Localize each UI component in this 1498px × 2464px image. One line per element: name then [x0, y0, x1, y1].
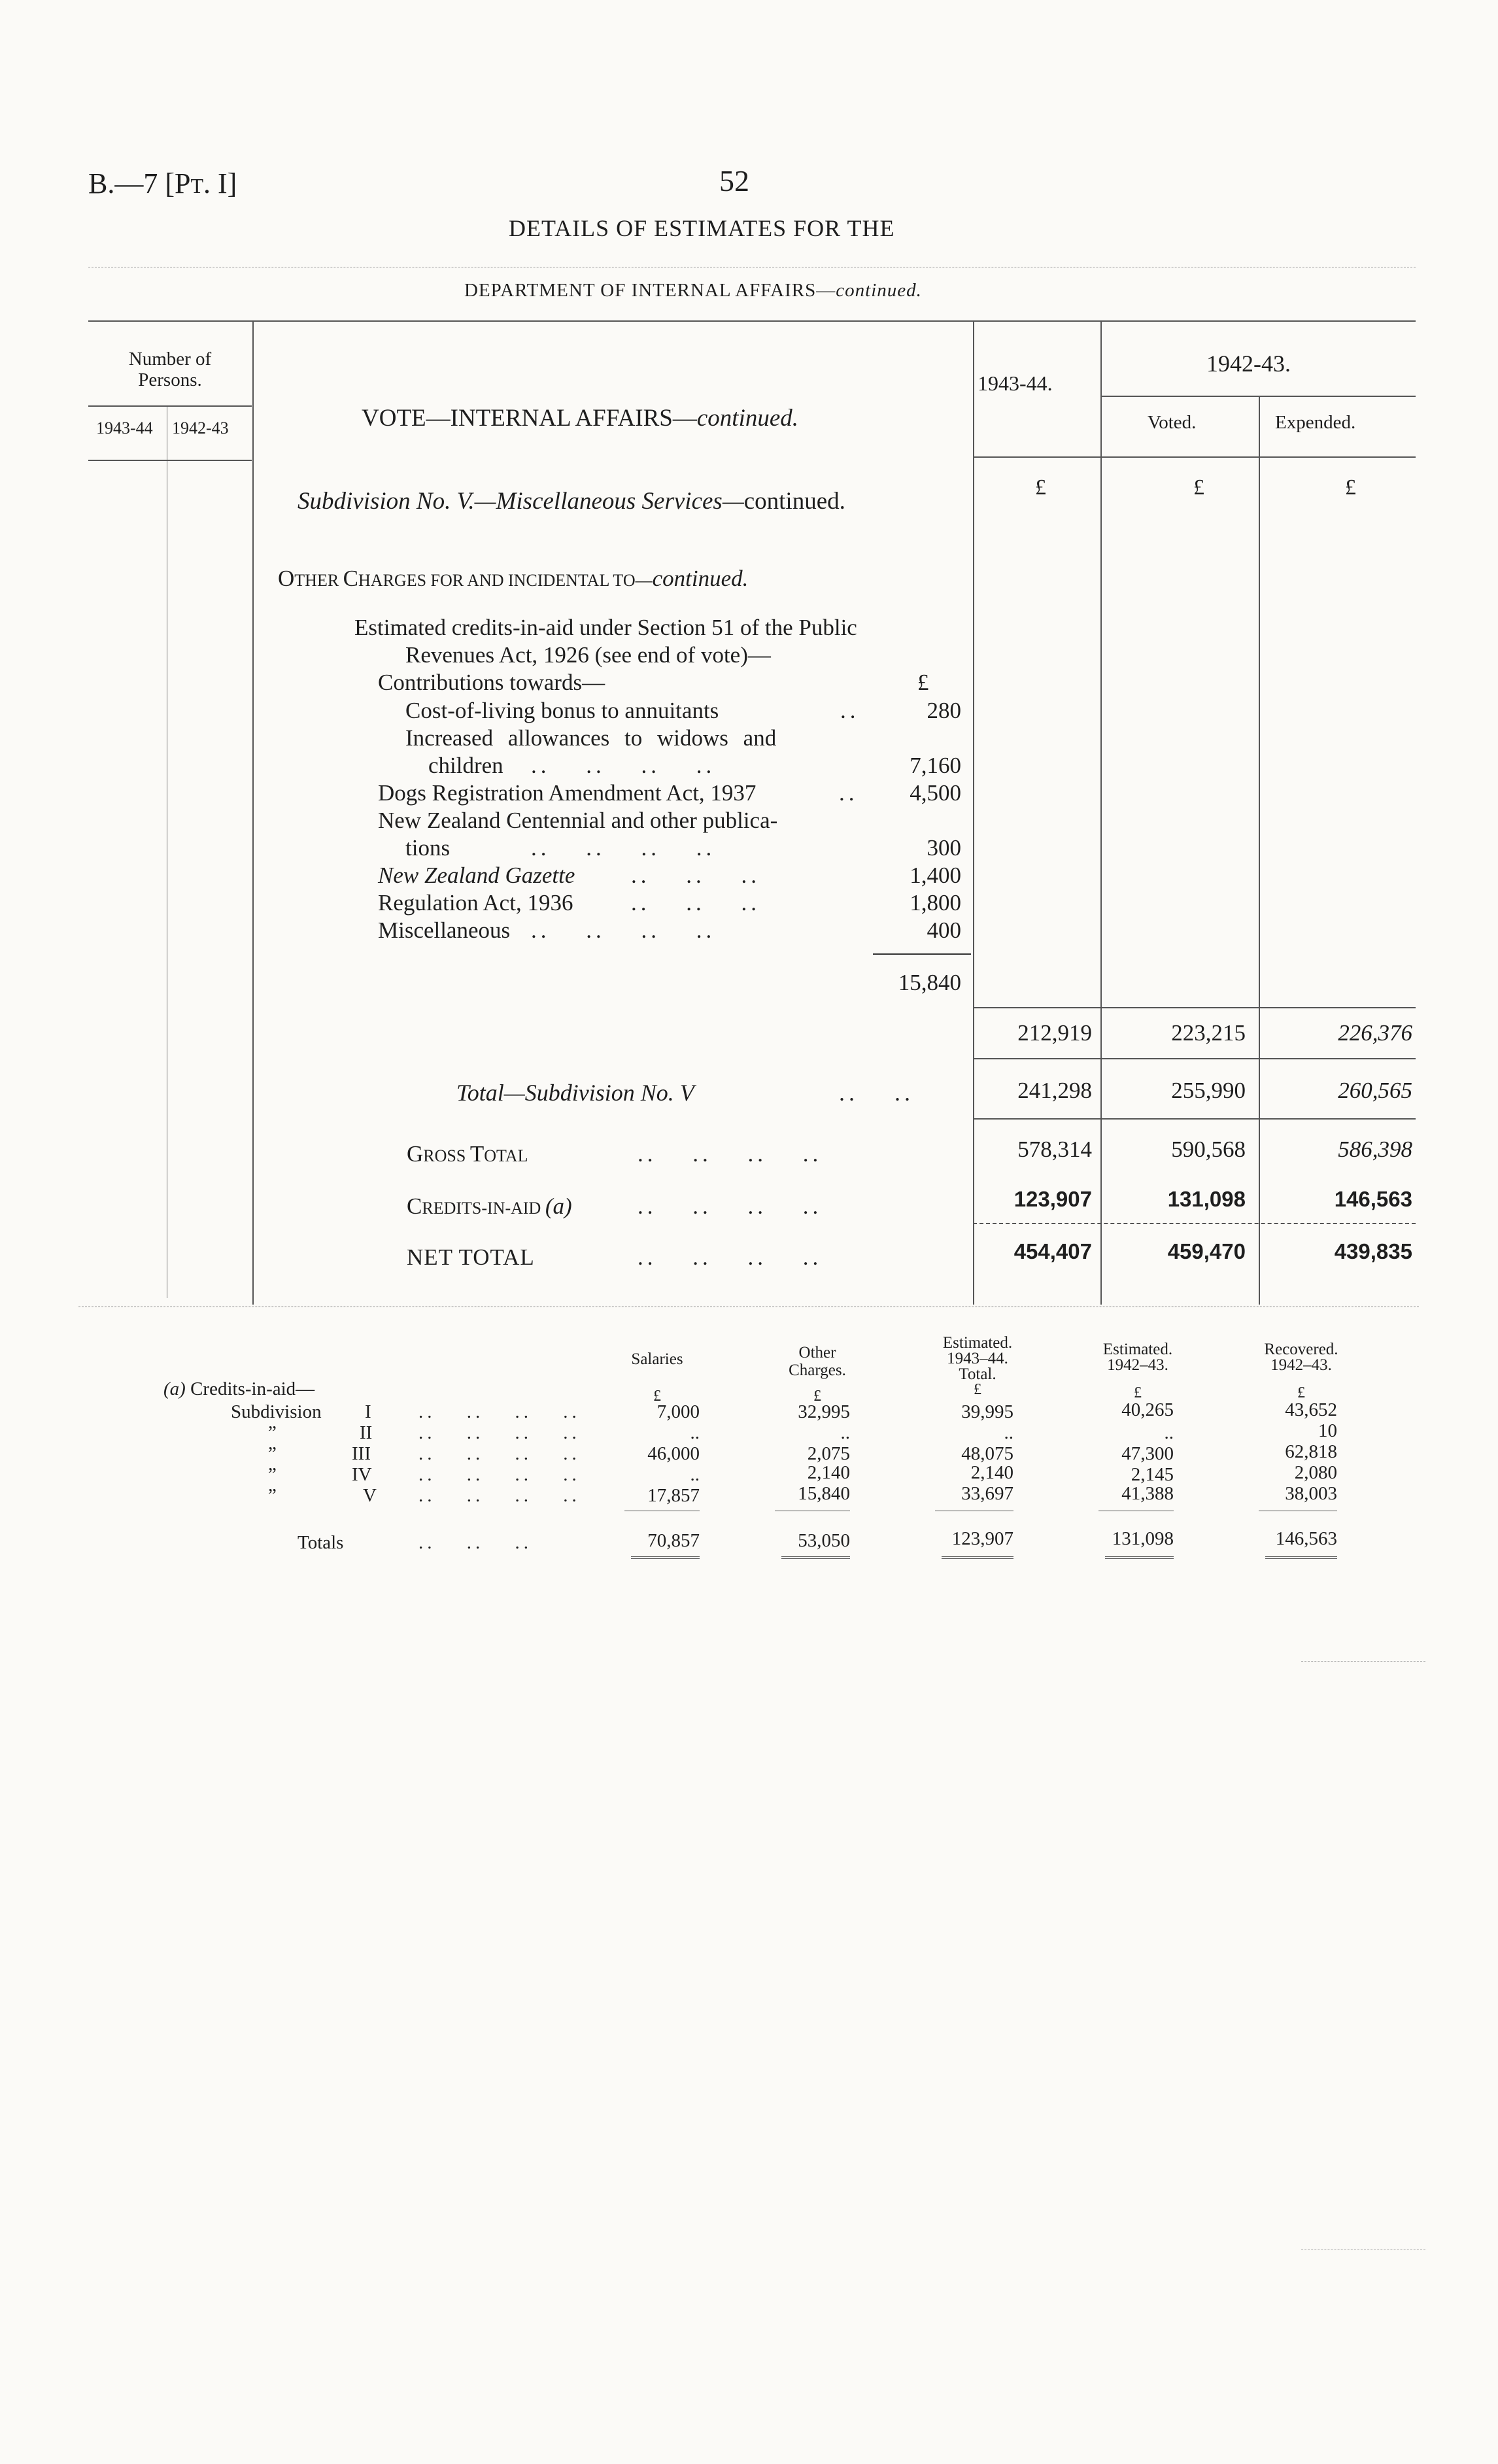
net-total-1943: 454,407: [1013, 1239, 1092, 1263]
credits-in-aid-expended: 146,563: [1334, 1187, 1412, 1211]
credits-in-aid-label: CREDITS-IN-AID (a): [407, 1193, 572, 1219]
fn-rec: 2,080: [1294, 1462, 1337, 1483]
fn-salaries: ..: [690, 1464, 700, 1485]
header-rule: [1100, 396, 1416, 397]
column-rule: [1259, 396, 1260, 1305]
leader-dots: .. ..: [839, 1080, 914, 1106]
subdivision-heading: Subdivision No. V.—Miscellaneous Services—continued.: [298, 488, 845, 515]
fn-header-est43-2: 1942–43.: [1107, 1356, 1168, 1374]
credit-item-label: children: [428, 753, 503, 778]
credit-item-amount: 1,800: [910, 890, 961, 915]
fn-other: 2,075: [807, 1443, 850, 1464]
credits-currency: £: [917, 670, 929, 695]
fn-salaries: ..: [690, 1422, 700, 1443]
subtotal-rule: [873, 953, 971, 955]
net-total-label: NET TOTAL: [407, 1244, 535, 1270]
fn-header-est44-3: Total.: [959, 1365, 996, 1383]
total-subdivision-1943: 241,298: [1017, 1078, 1092, 1103]
credit-item-amount: 400: [927, 917, 961, 943]
fn-double-rule: [942, 1556, 1013, 1559]
fn-est44: 39,995: [961, 1401, 1013, 1422]
year-b-header: 1942-43: [172, 419, 229, 437]
fn-double-rule: [781, 1556, 850, 1559]
number-of-persons-header: Number of Persons.: [128, 349, 212, 390]
credits-line-2: Revenues Act, 1926 (see end of vote)—: [405, 642, 771, 668]
credit-item-amount: 280: [927, 698, 961, 723]
credit-item-amount: 7,160: [910, 753, 961, 778]
leader-dots: .. .. .. ..: [638, 1141, 823, 1167]
fn-header-est44-2: 1943–44.: [947, 1350, 1008, 1367]
leader-dots: .. .. .. ..: [531, 835, 716, 861]
fn-row-label: ”: [268, 1443, 277, 1464]
leader-dots: .. .. .. ..: [418, 1443, 581, 1464]
fn-row-label: ”: [268, 1422, 277, 1443]
other-charges-voted: 223,215: [1171, 1020, 1246, 1046]
leader-dots: .. .. .. ..: [418, 1401, 581, 1422]
fn-header-salaries: Salaries: [631, 1350, 683, 1368]
total-subdivision-expended: 260,565: [1338, 1078, 1412, 1103]
fn-currency: £: [813, 1388, 821, 1405]
leader-dots: .. .. .. ..: [531, 917, 716, 943]
leader-dots: .. .. .. ..: [638, 1244, 823, 1270]
fn-total-other: 53,050: [798, 1530, 850, 1551]
credit-item-label: Cost-of-living bonus to annuitants: [405, 698, 719, 723]
fn-header-other-2: Charges.: [789, 1361, 846, 1379]
credit-item-amount: 4,500: [910, 780, 961, 806]
leader-dots: .. .. .. ..: [638, 1193, 823, 1219]
fn-rec: 10: [1318, 1420, 1337, 1441]
fn-other: ..: [840, 1422, 850, 1443]
gross-total-voted: 590,568: [1171, 1137, 1246, 1162]
leader-dots: .. .. ..: [631, 863, 760, 888]
fn-double-rule: [1105, 1556, 1174, 1559]
fn-rec: 38,003: [1285, 1483, 1337, 1504]
expended-header: Expended.: [1275, 412, 1356, 433]
fn-row-label: ”: [268, 1485, 277, 1506]
leader-dots: .. .. .. ..: [418, 1464, 581, 1485]
currency-1943: £: [1035, 475, 1046, 500]
credits-subtotal: 15,840: [898, 970, 961, 995]
credits-line-1: Estimated credits-in-aid under Section 51 of the Public: [354, 615, 857, 640]
page-title: DETAILS OF ESTIMATES FOR THE: [509, 215, 895, 241]
credit-item-label: tions: [405, 835, 451, 861]
currency-expended: £: [1345, 475, 1356, 500]
credit-item-label: Miscellaneous: [378, 917, 511, 943]
fn-est43: 40,265: [1121, 1399, 1174, 1420]
fn-rec: 62,818: [1285, 1441, 1337, 1462]
fn-total-est44: 123,907: [951, 1528, 1013, 1549]
fn-currency: £: [1134, 1384, 1142, 1401]
fn-other: 15,840: [798, 1483, 850, 1504]
credits-in-aid-voted: 131,098: [1167, 1187, 1246, 1211]
credits-line-3: Contributions towards—: [378, 670, 605, 695]
fn-header-est43-1: Estimated.: [1102, 1341, 1173, 1358]
sum-rule: [973, 1007, 1416, 1008]
column-rule: [973, 320, 974, 1305]
fn-salaries: 17,857: [647, 1485, 700, 1506]
page-reference: B.—7 [PT. I]: [88, 167, 237, 199]
credit-item-amount: 300: [927, 835, 961, 861]
net-total-expended: 439,835: [1334, 1239, 1412, 1263]
header-rule: [88, 460, 252, 461]
fn-total-est43: 131,098: [1112, 1528, 1174, 1549]
column-rule: [1100, 320, 1102, 1305]
other-charges-expended: 226,376: [1338, 1020, 1412, 1046]
fn-double-rule: [1265, 1556, 1337, 1559]
credit-item-label: New Zealand Gazette: [378, 863, 575, 888]
fn-header-est44-1: Estimated.: [942, 1334, 1013, 1352]
leader-dots: ..: [839, 780, 859, 806]
fn-currency: £: [974, 1381, 981, 1398]
fn-row-label: Subdivision: [231, 1401, 322, 1422]
sum-rule: [973, 1058, 1416, 1059]
fn-est43: 47,300: [1121, 1443, 1174, 1464]
leader-dots: .. .. ..: [631, 890, 760, 915]
fn-header-other-1: Other: [798, 1344, 836, 1361]
fn-salaries: 7,000: [656, 1401, 700, 1422]
total-subdivision-voted: 255,990: [1171, 1078, 1246, 1103]
fn-row-number: II: [360, 1422, 373, 1443]
credit-item-label: New Zealand Centennial and other publica-: [378, 808, 778, 833]
vote-title: VOTE—INTERNAL AFFAIRS—continued.: [362, 405, 799, 432]
column-rule: [252, 320, 254, 1305]
fn-row-label: ”: [268, 1464, 277, 1485]
other-charges-heading: OTHER CHARGES FOR AND INCIDENTAL TO—continued.: [278, 566, 749, 591]
fn-est43: ..: [1164, 1422, 1174, 1443]
fn-est44: 33,697: [961, 1483, 1013, 1504]
gross-total-1943: 578,314: [1017, 1137, 1092, 1162]
fn-est44: ..: [1004, 1422, 1013, 1443]
other-charges-1943: 212,919: [1017, 1020, 1092, 1046]
net-total-voted: 459,470: [1167, 1239, 1246, 1263]
header-rule: [88, 405, 252, 407]
credit-item-label: Dogs Registration Amendment Act, 1937: [378, 780, 757, 806]
fn-est44: 48,075: [961, 1443, 1013, 1464]
fn-est43: 2,145: [1131, 1464, 1174, 1485]
leader-dots: .. .. .. ..: [418, 1485, 581, 1506]
fn-header-rec-1: Recovered.: [1264, 1341, 1338, 1358]
fn-est44: 2,140: [970, 1462, 1013, 1483]
credit-item-label: Regulation Act, 1936: [378, 890, 573, 915]
voted-header: Voted.: [1148, 412, 1197, 433]
col-1942-header: 1942-43.: [1206, 351, 1291, 377]
credits-in-aid-1943: 123,907: [1013, 1187, 1092, 1211]
fn-row-number: III: [352, 1443, 371, 1464]
fn-other: 2,140: [807, 1462, 850, 1483]
leader-dots: .. .. .. ..: [531, 753, 716, 778]
fn-double-rule: [631, 1556, 700, 1559]
fn-total-rec: 146,563: [1275, 1528, 1337, 1549]
year-a-header: 1943-44: [96, 419, 153, 437]
fn-est43: 41,388: [1121, 1483, 1174, 1504]
col-1943-header: 1943-44.: [978, 371, 1053, 395]
leader-dots: ..: [840, 698, 860, 723]
department-title: DEPARTMENT OF INTERNAL AFFAIRS—continued.: [464, 280, 922, 301]
fn-other: 32,995: [798, 1401, 850, 1422]
fn-row-number: IV: [352, 1464, 372, 1485]
fn-currency: £: [1297, 1384, 1305, 1401]
fn-total-salaries: 70,857: [647, 1530, 700, 1551]
sum-rule: [973, 1118, 1416, 1120]
credit-item-label: Increased allowances to widows and: [405, 725, 777, 751]
fn-rec: 43,652: [1285, 1399, 1337, 1420]
gross-total-label: GROSS TOTAL: [407, 1141, 528, 1167]
fn-row-number: I: [365, 1401, 371, 1422]
scan-mark: [1301, 1661, 1425, 1662]
fn-totals-label: Totals: [298, 1532, 344, 1553]
currency-voted: £: [1193, 475, 1204, 500]
leader-dots: .. .. .. ..: [418, 1422, 581, 1443]
table-top-rule: [88, 320, 1416, 322]
total-subdivision-label: Total—Subdivision No. V: [456, 1080, 694, 1106]
leader-dots: .. .. ..: [418, 1532, 532, 1553]
fn-row-number: V: [363, 1485, 377, 1506]
fn-header-rec-2: 1942–43.: [1270, 1356, 1332, 1374]
fn-intro: (a) Credits-in-aid—: [163, 1378, 315, 1399]
page-number: 52: [719, 164, 749, 197]
sum-rule: [973, 1223, 1416, 1224]
credit-item-amount: 1,400: [910, 863, 961, 888]
header-rule: [973, 456, 1416, 458]
fn-salaries: 46,000: [647, 1443, 700, 1464]
fn-currency: £: [653, 1388, 661, 1405]
gross-total-expended: 586,398: [1338, 1137, 1412, 1162]
